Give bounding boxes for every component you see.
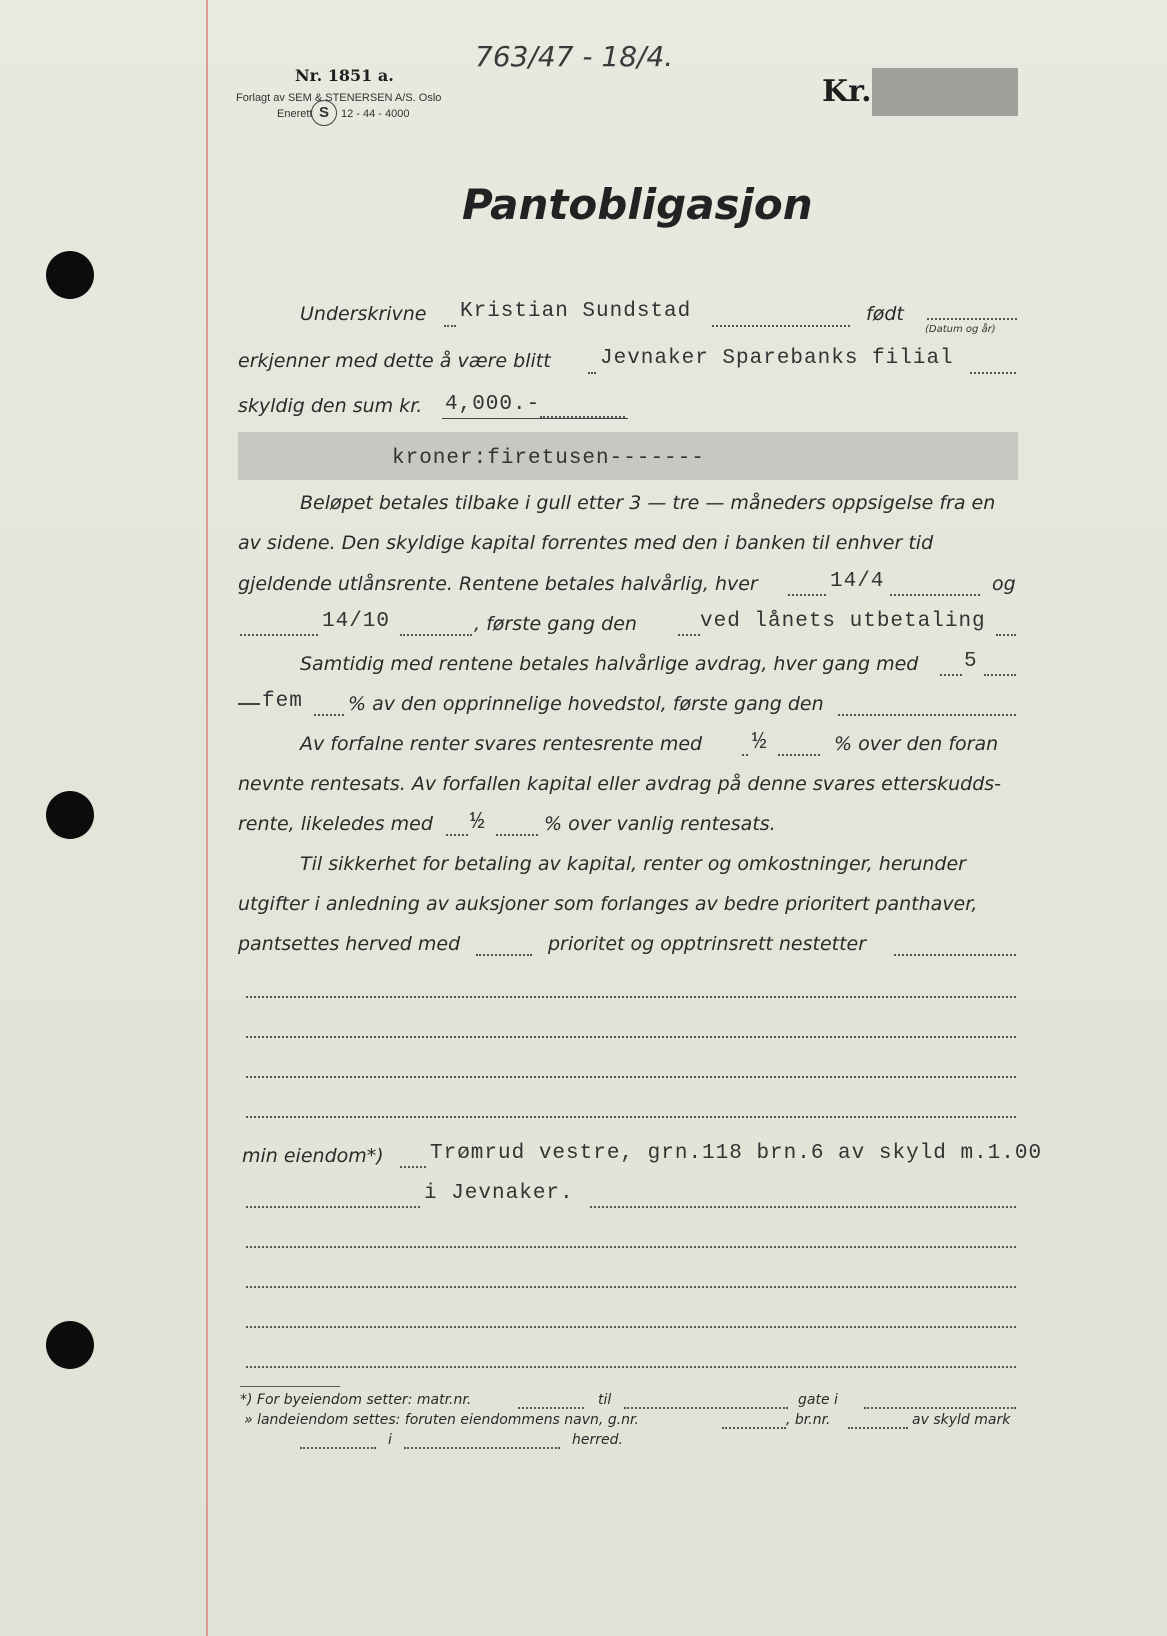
installment-percent: 5 [964,650,978,673]
fill-dots [588,372,596,374]
dash-line [238,703,260,705]
paragraph-line: rente, likeledes med [238,813,433,835]
empty-dotted-line [246,1366,1016,1368]
installment-percent-words: fem [262,690,303,713]
fill-dots [996,634,1016,636]
fill-dots [712,325,850,327]
fill-dots [496,834,538,836]
forste-gang-label: , første gang den [474,613,637,635]
paragraph-line: Beløpet betales tilbake i gull etter 3 — tre — måneders oppsigelse fra en [300,492,996,514]
paragraph-line: nevnte rentesats. Av forfallen kapital eller avdrag på denne svares etterskudds- [238,773,1002,795]
fill-dots [444,325,456,327]
form-number: Nr. 1851 a. [295,66,394,85]
first-payment-value: ved lånets utbetaling [700,610,986,633]
fill-dots [838,714,1016,716]
paragraph-line: utgifter i anledning av auksjoner som forlanges av bedre prioritert panthaver, [238,893,978,915]
empty-dotted-line [246,1326,1016,1328]
footnote-line-1b: til [598,1392,612,1408]
fill-dots [788,594,826,596]
footnote-line-2c: av skyld mark [912,1412,1011,1428]
empty-dotted-line [246,1076,1016,1078]
fill-dots [778,754,820,756]
fill-dots [984,674,1016,676]
fill-dots [518,1407,584,1409]
footnote-line-2a: » landeiendom settes: foruten eiendommens navn, g.nr. [244,1412,639,1428]
fill-dots [400,634,472,636]
fill-dots [927,318,1017,320]
fill-dots [678,634,700,636]
eiendom-value-2: i Jevnaker. [424,1182,574,1205]
handwritten-reference: 763/47 - 18/4. [475,40,674,73]
fill-dots [476,954,532,956]
page-title: Pantobligasjon [462,180,813,229]
datum-note: (Datum og år) [925,324,996,335]
fill-dots [590,1206,1016,1208]
erkjenner-value: Jevnaker Sparebanks filial [600,347,954,370]
paragraph-line: % over den foran [834,733,999,755]
paragraph-line: % over vanlig rentesats. [544,813,776,835]
paragraph-line: Av forfalne renter svares rentesrente med [300,733,703,755]
footnote-line-1c: gate i [798,1392,838,1408]
payment-date-1: 14/4 [830,570,885,593]
kroner-value: kroner:firetusen------- [392,447,705,470]
fill-dots [240,634,318,636]
fill-dots [246,1206,420,1208]
fill-dots [314,714,344,716]
paragraph-line: Til sikkerhet for betaling av kapital, renter og omkostninger, herunder [300,853,966,875]
paragraph-line: prioritet og opptrinsrett nestetter [548,933,867,955]
paragraph-line: % av den opprinnelige hovedstol, første gang den [348,693,824,715]
fill-dots [404,1447,560,1449]
kr-amount-box [872,68,1018,116]
eiendom-value: Trømrud vestre, grn.118 brn.6 av skyld m.1.00 [430,1142,1043,1165]
payment-date-2: 14/10 [322,610,391,633]
empty-dotted-line [246,1286,1016,1288]
amount-underline [442,418,628,419]
publisher-code: 12 - 44 - 4000 [341,108,410,120]
fill-dots [400,1166,426,1168]
margin-line [206,0,208,1636]
footnote-line-2b: , br.nr. [786,1412,831,1428]
punch-hole [46,1321,94,1369]
erkjenner-label: erkjenner med dette å være blitt [238,350,551,372]
kr-label: Kr. [822,74,872,109]
fill-dots [722,1427,786,1429]
empty-dotted-line [246,1116,1016,1118]
fill-dots [300,1447,376,1449]
fill-dots [624,1407,788,1409]
penalty-rate-value: ½ [470,809,486,836]
paragraph-line: gjeldende utlånsrente. Rentene betales halvårlig, hver [238,573,758,595]
punch-hole [46,251,94,299]
empty-dotted-line [246,1246,1016,1248]
paragraph-line: pantsettes herved med [238,933,461,955]
fill-dots [848,1427,908,1429]
fill-dots [890,594,980,596]
footnote-line-3b: herred. [572,1432,623,1448]
punch-hole [46,791,94,839]
footnote-rule [240,1386,340,1387]
underskrivne-value: Kristian Sundstad [460,300,692,323]
fill-dots [894,954,1016,956]
og-label: og [992,573,1016,595]
footnote-line-1a: *) For byeiendom setter: matr.nr. [240,1392,472,1408]
skyldig-value: 4,000.- [445,393,541,416]
publisher-enerett: Enerett [277,108,313,120]
paragraph-line: av sidene. Den skyldige kapital forrentes med den i banken til enhver tid [238,532,934,554]
interest-rate-value: ½ [752,729,768,756]
publisher-line: Forlagt av SEM & STENERSEN A/S. Oslo [236,92,442,104]
fodt-label: født [866,303,904,325]
footnote-line-3a: i [388,1432,392,1448]
empty-dotted-line [246,1036,1016,1038]
fill-dots [864,1407,1016,1409]
skyldig-label: skyldig den sum kr. [238,395,423,417]
fill-dots [970,372,1016,374]
fill-dots [940,674,962,676]
eiendom-label: min eiendom*) [242,1145,384,1167]
paragraph-line: Samtidig med rentene betales halvårlige avdrag, hver gang med [300,653,919,675]
publisher-logo-icon: S [311,100,337,126]
fill-dots [742,754,748,756]
empty-dotted-line [246,996,1016,998]
underskrivne-label: Underskrivne [300,303,427,325]
fill-dots [446,834,468,836]
